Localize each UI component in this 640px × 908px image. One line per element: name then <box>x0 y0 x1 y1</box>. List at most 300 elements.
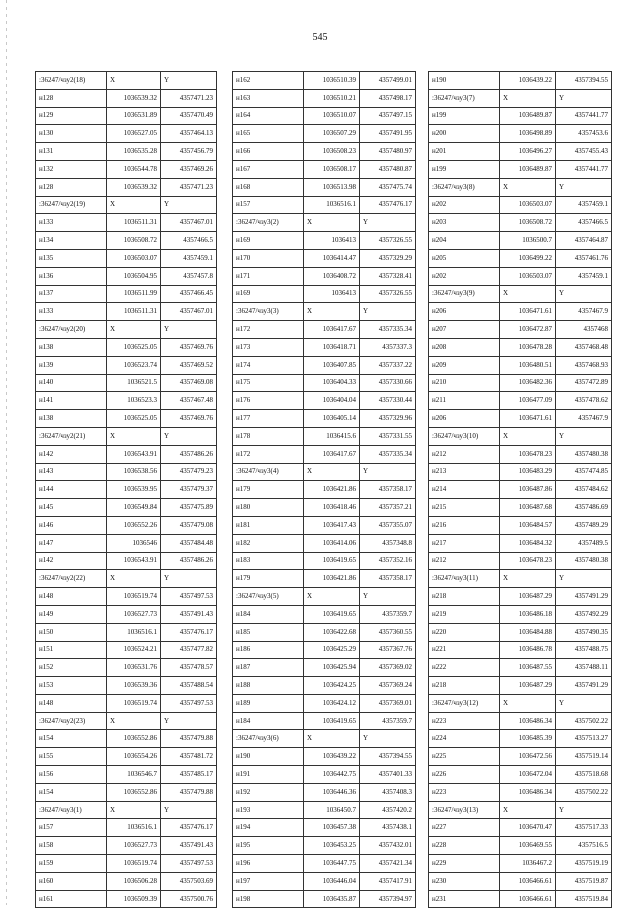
y-coordinate-cell: 4357369.01 <box>360 694 416 712</box>
y-coordinate-cell: 4357331.55 <box>360 427 416 445</box>
x-coordinate-cell: 1036535.28 <box>107 143 161 161</box>
table-row <box>429 374 612 392</box>
point-id-cell: н128 <box>36 178 107 196</box>
table-row <box>36 356 217 374</box>
y-coordinate-cell: 4357330.66 <box>360 374 416 392</box>
point-id-cell: н213 <box>429 463 500 481</box>
point-id-cell: н148 <box>36 694 107 712</box>
x-coordinate-cell: 1036467.2 <box>500 855 556 873</box>
x-coordinate-cell: 1036414.06 <box>304 534 360 552</box>
parcel-header-row <box>36 427 217 445</box>
parcel-header-row <box>233 303 416 321</box>
table-row <box>233 427 416 445</box>
y-header-cell: Y <box>360 588 416 606</box>
table-row <box>233 107 416 125</box>
point-id-cell: н168 <box>233 178 304 196</box>
table-row <box>233 766 416 784</box>
table-row <box>429 356 612 374</box>
point-id-cell: н163 <box>233 89 304 107</box>
point-id-cell: н227 <box>429 819 500 837</box>
x-coordinate-cell: 1036508.17 <box>304 160 360 178</box>
y-coordinate-cell: 4357471.23 <box>161 178 217 196</box>
y-coordinate-cell: 4357464.87 <box>556 232 612 250</box>
point-id-cell: н162 <box>233 72 304 90</box>
x-coordinate-cell: 1036419.65 <box>304 605 360 623</box>
parcel-header-row <box>36 570 217 588</box>
y-coordinate-cell: 4357476.17 <box>360 196 416 214</box>
y-coordinate-cell: 4357502.22 <box>556 712 612 730</box>
point-id-cell: н145 <box>36 499 107 517</box>
y-coordinate-cell: 4357486.69 <box>556 499 612 517</box>
point-id-cell: н202 <box>429 196 500 214</box>
table-row <box>36 659 217 677</box>
point-id-cell: н147 <box>36 534 107 552</box>
x-coordinate-cell: 1036527.73 <box>107 605 161 623</box>
point-id-cell: н207 <box>429 321 500 339</box>
point-id-cell: н164 <box>233 107 304 125</box>
y-header-cell: Y <box>360 463 416 481</box>
y-coordinate-cell: 4357369.24 <box>360 677 416 695</box>
y-coordinate-cell: 4357464.13 <box>161 125 217 143</box>
x-coordinate-cell: 1036405.14 <box>304 410 360 428</box>
x-coordinate-cell: 1036508.72 <box>107 232 161 250</box>
x-coordinate-cell: 1036424.25 <box>304 677 360 695</box>
x-coordinate-cell: 1036546 <box>107 534 161 552</box>
table-row <box>36 641 217 659</box>
parcel-header-row <box>36 801 217 819</box>
x-coordinate-cell: 1036417.43 <box>304 516 360 534</box>
x-coordinate-cell: 1036478.23 <box>500 445 556 463</box>
parcel-id-cell: :36247/чзу3(11) <box>429 570 500 588</box>
point-id-cell: н221 <box>429 641 500 659</box>
point-id-cell: н224 <box>429 730 500 748</box>
y-header-cell: Y <box>556 427 612 445</box>
x-coordinate-cell: 1036483.29 <box>500 463 556 481</box>
x-coordinate-cell: 1036408.72 <box>304 267 360 285</box>
y-coordinate-cell: 4357479.88 <box>161 783 217 801</box>
y-coordinate-cell: 4357329.29 <box>360 249 416 267</box>
point-id-cell: н175 <box>233 374 304 392</box>
x-coordinate-cell: 1036519.74 <box>107 855 161 873</box>
parcel-header-row <box>429 801 612 819</box>
point-id-cell: н157 <box>233 196 304 214</box>
parcel-header-row <box>233 214 416 232</box>
x-coordinate-cell: 1036480.51 <box>500 356 556 374</box>
x-coordinate-cell: 1036466.61 <box>500 872 556 890</box>
x-coordinate-cell: 1036516.1 <box>107 819 161 837</box>
y-coordinate-cell: 4357468.48 <box>556 338 612 356</box>
point-id-cell: н143 <box>36 463 107 481</box>
point-id-cell: н135 <box>36 249 107 267</box>
x-coordinate-cell: 1036418.46 <box>304 499 360 517</box>
y-coordinate-cell: 4357479.37 <box>161 481 217 499</box>
table-row <box>36 534 217 552</box>
point-id-cell: н223 <box>429 712 500 730</box>
y-header-cell: Y <box>161 801 217 819</box>
point-id-cell: н146 <box>36 516 107 534</box>
parcel-id-cell: :36247/чзу3(1) <box>36 801 107 819</box>
table-row <box>36 178 217 196</box>
x-coordinate-cell: 1036446.36 <box>304 783 360 801</box>
y-coordinate-cell: 4357491.29 <box>556 588 612 606</box>
y-coordinate-cell: 4357475.89 <box>161 499 217 517</box>
table-row <box>429 872 612 890</box>
table-row <box>36 445 217 463</box>
x-coordinate-cell: 1036525.05 <box>107 338 161 356</box>
parcel-header-row <box>429 694 612 712</box>
parcel-id-cell: :36247/чзу2(23) <box>36 712 107 730</box>
x-coordinate-cell: 1036513.98 <box>304 178 360 196</box>
table-row <box>36 232 217 250</box>
point-id-cell: н214 <box>429 481 500 499</box>
y-coordinate-cell: 4357500.76 <box>161 890 217 908</box>
parcel-id-cell: :36247/чзу2(18) <box>36 72 107 90</box>
parcel-id-cell: :36247/чзу2(21) <box>36 427 107 445</box>
point-id-cell: н159 <box>36 855 107 873</box>
y-coordinate-cell: 4357488.75 <box>556 641 612 659</box>
y-coordinate-cell: 4357497.53 <box>161 855 217 873</box>
table-row <box>36 463 217 481</box>
x-coordinate-cell: 1036509.39 <box>107 890 161 908</box>
x-coordinate-cell: 1036404.04 <box>304 392 360 410</box>
y-coordinate-cell: 4357478.57 <box>161 659 217 677</box>
point-id-cell: н161 <box>36 890 107 908</box>
y-coordinate-cell: 4357497.53 <box>161 588 217 606</box>
parcel-header-row <box>233 730 416 748</box>
y-header-cell: Y <box>556 89 612 107</box>
x-coordinate-cell: 1036486.34 <box>500 712 556 730</box>
x-coordinate-cell: 1036543.91 <box>107 552 161 570</box>
x-coordinate-cell: 1036508.23 <box>304 143 360 161</box>
x-coordinate-cell: 1036466.61 <box>500 890 556 908</box>
x-coordinate-cell: 1036472.04 <box>500 766 556 784</box>
y-header-cell: Y <box>161 712 217 730</box>
x-coordinate-cell: 1036457.38 <box>304 819 360 837</box>
point-id-cell: н201 <box>429 143 500 161</box>
x-coordinate-cell: 1036499.22 <box>500 249 556 267</box>
table-row <box>233 819 416 837</box>
point-id-cell: н154 <box>36 783 107 801</box>
point-id-cell: н219 <box>429 605 500 623</box>
table-row <box>36 89 217 107</box>
x-coordinate-cell: 1036539.95 <box>107 481 161 499</box>
y-coordinate-cell: 4357491.43 <box>161 605 217 623</box>
table-row <box>429 214 612 232</box>
y-header-cell: Y <box>360 214 416 232</box>
point-id-cell: н149 <box>36 605 107 623</box>
x-coordinate-cell: 1036442.75 <box>304 766 360 784</box>
x-coordinate-cell: 1036503.07 <box>500 196 556 214</box>
x-coordinate-cell: 1036439.22 <box>500 72 556 90</box>
y-coordinate-cell: 4357469.26 <box>161 160 217 178</box>
x-coordinate-cell: 1036407.85 <box>304 356 360 374</box>
table-row <box>429 107 612 125</box>
y-coordinate-cell: 4357489.5 <box>556 534 612 552</box>
parcel-id-cell: :36247/чзу3(6) <box>233 730 304 748</box>
x-coordinate-cell: 1036496.27 <box>500 143 556 161</box>
y-coordinate-cell: 4357484.62 <box>556 481 612 499</box>
table-row <box>429 499 612 517</box>
x-coordinate-cell: 1036485.39 <box>500 730 556 748</box>
point-id-cell: н230 <box>429 872 500 890</box>
x-coordinate-cell: 1036487.68 <box>500 499 556 517</box>
y-coordinate-cell: 4357480.38 <box>556 552 612 570</box>
parcel-header-row <box>233 463 416 481</box>
y-coordinate-cell: 4357438.1 <box>360 819 416 837</box>
x-coordinate-cell: 1036486.78 <box>500 641 556 659</box>
x-coordinate-cell: 1036425.94 <box>304 659 360 677</box>
table-row <box>429 445 612 463</box>
y-header-cell: Y <box>556 285 612 303</box>
parcel-id-cell: :36247/чзу3(4) <box>233 463 304 481</box>
table-row <box>36 303 217 321</box>
y-coordinate-cell: 4357519.14 <box>556 748 612 766</box>
point-id-cell: н220 <box>429 623 500 641</box>
parcel-header-row <box>233 588 416 606</box>
point-id-cell: н210 <box>429 374 500 392</box>
table-row <box>429 623 612 641</box>
y-coordinate-cell: 4357519.19 <box>556 855 612 873</box>
y-coordinate-cell: 4357466.45 <box>161 285 217 303</box>
point-id-cell: н179 <box>233 570 304 588</box>
y-coordinate-cell: 4357457.8 <box>161 267 217 285</box>
x-header-cell: X <box>500 178 556 196</box>
point-id-cell: н199 <box>429 107 500 125</box>
point-id-cell: н208 <box>429 338 500 356</box>
y-coordinate-cell: 4357491.29 <box>556 677 612 695</box>
y-coordinate-cell: 4357352.16 <box>360 552 416 570</box>
y-coordinate-cell: 4357480.97 <box>360 143 416 161</box>
table-row <box>36 249 217 267</box>
y-coordinate-cell: 4357330.44 <box>360 392 416 410</box>
y-coordinate-cell: 4357491.95 <box>360 125 416 143</box>
table-row <box>429 783 612 801</box>
x-header-cell: X <box>107 72 161 90</box>
point-id-cell: н137 <box>36 285 107 303</box>
x-coordinate-cell: 1036487.29 <box>500 588 556 606</box>
point-id-cell: н191 <box>233 766 304 784</box>
x-coordinate-cell: 1036527.05 <box>107 125 161 143</box>
y-coordinate-cell: 4357486.26 <box>161 445 217 463</box>
parcel-header-row <box>36 321 217 339</box>
point-id-cell: н178 <box>233 427 304 445</box>
y-coordinate-cell: 4357497.53 <box>161 694 217 712</box>
table-row <box>429 890 612 908</box>
x-coordinate-cell: 1036504.95 <box>107 267 161 285</box>
x-coordinate-cell: 1036424.12 <box>304 694 360 712</box>
point-id-cell: н211 <box>429 392 500 410</box>
point-id-cell: н142 <box>36 552 107 570</box>
point-id-cell: н188 <box>233 677 304 695</box>
y-coordinate-cell: 4357479.88 <box>161 730 217 748</box>
y-coordinate-cell: 4357468.93 <box>556 356 612 374</box>
table-row <box>429 160 612 178</box>
point-id-cell: н174 <box>233 356 304 374</box>
y-coordinate-cell: 4357467.48 <box>161 392 217 410</box>
y-coordinate-cell: 4357472.89 <box>556 374 612 392</box>
table-row <box>233 641 416 659</box>
point-id-cell: н141 <box>36 392 107 410</box>
y-coordinate-cell: 4357466.5 <box>556 214 612 232</box>
table-row <box>36 694 217 712</box>
y-coordinate-cell: 4357469.76 <box>161 338 217 356</box>
table-row <box>429 125 612 143</box>
x-coordinate-cell: 1036510.21 <box>304 89 360 107</box>
point-id-cell: н182 <box>233 534 304 552</box>
x-header-cell: X <box>304 463 360 481</box>
point-id-cell: н225 <box>429 748 500 766</box>
x-coordinate-cell: 1036435.87 <box>304 890 360 908</box>
table-row <box>36 730 217 748</box>
table-row <box>36 160 217 178</box>
x-coordinate-cell: 1036539.32 <box>107 89 161 107</box>
x-coordinate-cell: 1036531.76 <box>107 659 161 677</box>
x-coordinate-cell: 1036484.88 <box>500 623 556 641</box>
table-row <box>429 516 612 534</box>
point-id-cell: н222 <box>429 659 500 677</box>
table-row <box>429 552 612 570</box>
y-coordinate-cell: 4357369.02 <box>360 659 416 677</box>
x-coordinate-cell: 1036500.7 <box>500 232 556 250</box>
table-row <box>233 516 416 534</box>
x-coordinate-cell: 1036507.29 <box>304 125 360 143</box>
point-id-cell: н192 <box>233 783 304 801</box>
point-id-cell: н179 <box>233 481 304 499</box>
table-row <box>233 196 416 214</box>
table-row <box>233 445 416 463</box>
y-coordinate-cell: 4357455.43 <box>556 143 612 161</box>
table-row <box>36 623 217 641</box>
table-row <box>429 232 612 250</box>
point-id-cell: н184 <box>233 605 304 623</box>
table-row <box>233 890 416 908</box>
x-coordinate-cell: 1036527.73 <box>107 837 161 855</box>
y-coordinate-cell: 4357335.34 <box>360 445 416 463</box>
x-header-cell: X <box>107 427 161 445</box>
y-coordinate-cell: 4357359.7 <box>360 605 416 623</box>
table-row <box>429 338 612 356</box>
y-coordinate-cell: 4357335.34 <box>360 321 416 339</box>
point-id-cell: н212 <box>429 552 500 570</box>
y-coordinate-cell: 4357453.6 <box>556 125 612 143</box>
table-row <box>233 267 416 285</box>
table-row <box>36 837 217 855</box>
x-header-cell: X <box>107 801 161 819</box>
x-coordinate-cell: 1036521.5 <box>107 374 161 392</box>
y-coordinate-cell: 4357467.01 <box>161 214 217 232</box>
x-header-cell: X <box>107 570 161 588</box>
point-id-cell: н152 <box>36 659 107 677</box>
point-id-cell: н181 <box>233 516 304 534</box>
table-row <box>233 659 416 677</box>
point-id-cell: н169 <box>233 285 304 303</box>
y-coordinate-cell: 4357328.41 <box>360 267 416 285</box>
x-coordinate-cell: 1036421.86 <box>304 570 360 588</box>
y-coordinate-cell: 4357358.17 <box>360 481 416 499</box>
y-coordinate-cell: 4357441.77 <box>556 160 612 178</box>
x-coordinate-cell: 1036422.68 <box>304 623 360 641</box>
table-row <box>429 196 612 214</box>
y-coordinate-cell: 4357480.87 <box>360 160 416 178</box>
table-row <box>36 516 217 534</box>
table-row <box>429 819 612 837</box>
x-coordinate-cell: 1036478.23 <box>500 552 556 570</box>
y-coordinate-cell: 4357467.9 <box>556 410 612 428</box>
y-coordinate-cell: 4357474.85 <box>556 463 612 481</box>
x-coordinate-cell: 1036425.29 <box>304 641 360 659</box>
x-header-cell: X <box>304 214 360 232</box>
x-coordinate-cell: 1036498.89 <box>500 125 556 143</box>
y-coordinate-cell: 4357456.79 <box>161 143 217 161</box>
table-row <box>36 481 217 499</box>
y-coordinate-cell: 4357441.77 <box>556 107 612 125</box>
point-id-cell: н177 <box>233 410 304 428</box>
y-header-cell: Y <box>556 801 612 819</box>
y-coordinate-cell: 4357519.84 <box>556 890 612 908</box>
y-coordinate-cell: 4357470.49 <box>161 107 217 125</box>
y-coordinate-cell: 4357326.55 <box>360 232 416 250</box>
point-id-cell: н184 <box>233 712 304 730</box>
y-coordinate-cell: 4357348.8 <box>360 534 416 552</box>
y-coordinate-cell: 4357497.15 <box>360 107 416 125</box>
x-coordinate-cell: 1036417.67 <box>304 321 360 339</box>
x-coordinate-cell: 1036524.21 <box>107 641 161 659</box>
table-row <box>233 143 416 161</box>
table-row <box>233 481 416 499</box>
point-id-cell: н155 <box>36 748 107 766</box>
y-coordinate-cell: 4357476.17 <box>161 623 217 641</box>
x-coordinate-cell: 1036510.07 <box>304 107 360 125</box>
point-id-cell: н223 <box>429 783 500 801</box>
point-id-cell: н195 <box>233 837 304 855</box>
parcel-id-cell: :36247/чзу3(13) <box>429 801 500 819</box>
table-row <box>233 321 416 339</box>
table-row <box>429 392 612 410</box>
table-row <box>233 872 416 890</box>
table-row <box>233 855 416 873</box>
point-id-cell: н198 <box>233 890 304 908</box>
x-coordinate-cell: 1036419.65 <box>304 552 360 570</box>
x-coordinate-cell: 1036472.87 <box>500 321 556 339</box>
y-header-cell: Y <box>161 196 217 214</box>
parcel-id-cell: :36247/чзу3(2) <box>233 214 304 232</box>
table-row <box>429 249 612 267</box>
x-header-cell: X <box>500 427 556 445</box>
point-id-cell: н172 <box>233 445 304 463</box>
x-coordinate-cell: 1036554.26 <box>107 748 161 766</box>
y-header-cell: Y <box>161 570 217 588</box>
point-id-cell: н156 <box>36 766 107 784</box>
x-coordinate-cell: 1036482.36 <box>500 374 556 392</box>
table-row <box>233 837 416 855</box>
y-header-cell: Y <box>360 303 416 321</box>
table-row <box>233 338 416 356</box>
point-id-cell: н157 <box>36 819 107 837</box>
x-coordinate-cell: 1036484.57 <box>500 516 556 534</box>
table-row <box>429 588 612 606</box>
table-row <box>429 766 612 784</box>
y-coordinate-cell: 4357421.34 <box>360 855 416 873</box>
table-row <box>429 855 612 873</box>
y-coordinate-cell: 4357466.5 <box>161 232 217 250</box>
y-coordinate-cell: 4357479.08 <box>161 516 217 534</box>
table-row <box>429 605 612 623</box>
x-header-cell: X <box>107 196 161 214</box>
table-row <box>36 143 217 161</box>
table-row <box>429 659 612 677</box>
y-coordinate-cell: 4357408.3 <box>360 783 416 801</box>
y-coordinate-cell: 4357360.55 <box>360 623 416 641</box>
